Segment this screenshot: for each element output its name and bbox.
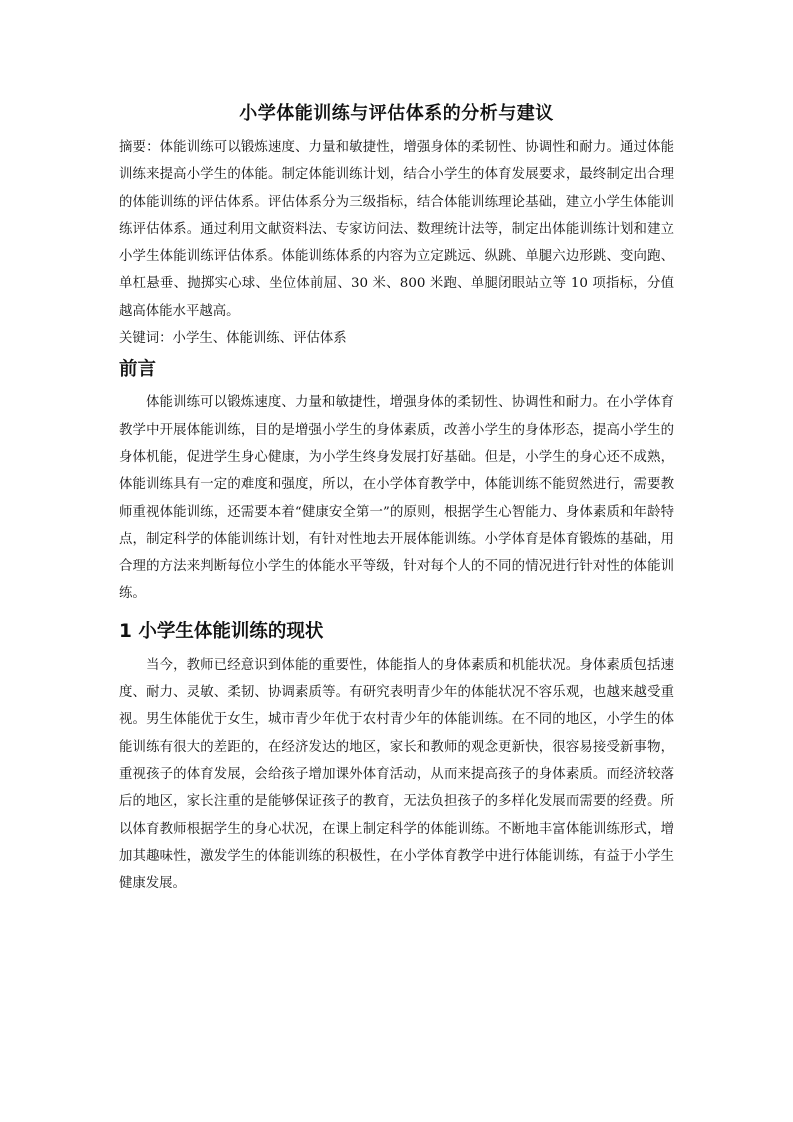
current-status-paragraph: 当今，教师已经意识到体能的重要性，体能指人的身体素质和机能状况。身体素质包括速度、耐力、灵敏、柔韧、协调素质等。有研究表明青少年的体能状况不容乐观，也越来越受重视。男生体能优于女生，城市青少年优于农村青少年的体能训练。在不同的地区，小学生的体能训练有很大的差距的，在经济发达的地区，家长和教师的观念更新快，很容易接受新事物，重视孩子的体育发展，会给孩子增加课外体育活动，从而来提高孩子的身体素质。而经济较落后的地区，家长注重的是能够保证孩子的教育，无法负担孩子的多样化发展而需要的经费。所以体育教师根据学生的身心状况，在课上制定科学的体能训练。不断地丰富体能训练形式，增加其趣味性，激发学生的体能训练的积极性，在小学体育教学中进行体能训练，有益于小学生健康发展。: [119, 657, 674, 892]
abstract-paragraph: 摘要：体能训练可以锻炼速度、力量和敏捷性，增强身体的柔韧性、协调性和耐力。通过体能训练来提高小学生的体能。制定体能训练计划，结合小学生的体育发展要求，最终制定出合理的体能训练的评估体系。评估体系分为三级指标，结合体能训练理论基础，建立小学生体能训练评估体系。通过利用文献资料法、专家访问法、数理统计法等，制定出体能训练计划和建立小学生体能训练评估体系。体能训练体系的内容为立定跳远、纵跳、单腿六边形跳、变向跑、单杠悬垂、抛掷实心球、坐位体前屈、30 米、800 米跑、单腿闭眼站立等 10 项指标，分值越高体能水平越高。: [119, 140, 674, 319]
document-page: [119, 100, 674, 897]
section-heading-preface: 前言: [119, 359, 157, 381]
section-heading-current-status: 1 小学生体能训练的现状: [119, 620, 324, 642]
document-title: 小学体能训练与评估体系的分析与建议: [239, 103, 554, 124]
preface-paragraph: 体能训练可以锻炼速度、力量和敏捷性，增强身体的柔韧性、协调性和耐力。在小学体育教学中开展体能训练，目的是增强小学生的身体素质，改善小学生的身体形态，提高小学生的身体机能，促进学生身心健康，为小学生终身发展打好基础。但是，小学生的身心还不成熟，体能训练具有一定的难度和强度，所以，在小学体育教学中，体能训练不能贸然进行，需要教师重视体能训练，还需要本着“健康安全第一”的原则，根据学生心智能力、身体素质和年龄特点，制定科学的体能训练计划，有针对性地去开展体能训练。小学体育是体育锻炼的基础，用合理的方法来判断每位小学生的体能水平等级，针对每个人的不同的情况进行针对性的体能训练。: [119, 395, 674, 602]
keywords-line: 关键词：小学生、体能训练、评估体系: [119, 331, 347, 347]
